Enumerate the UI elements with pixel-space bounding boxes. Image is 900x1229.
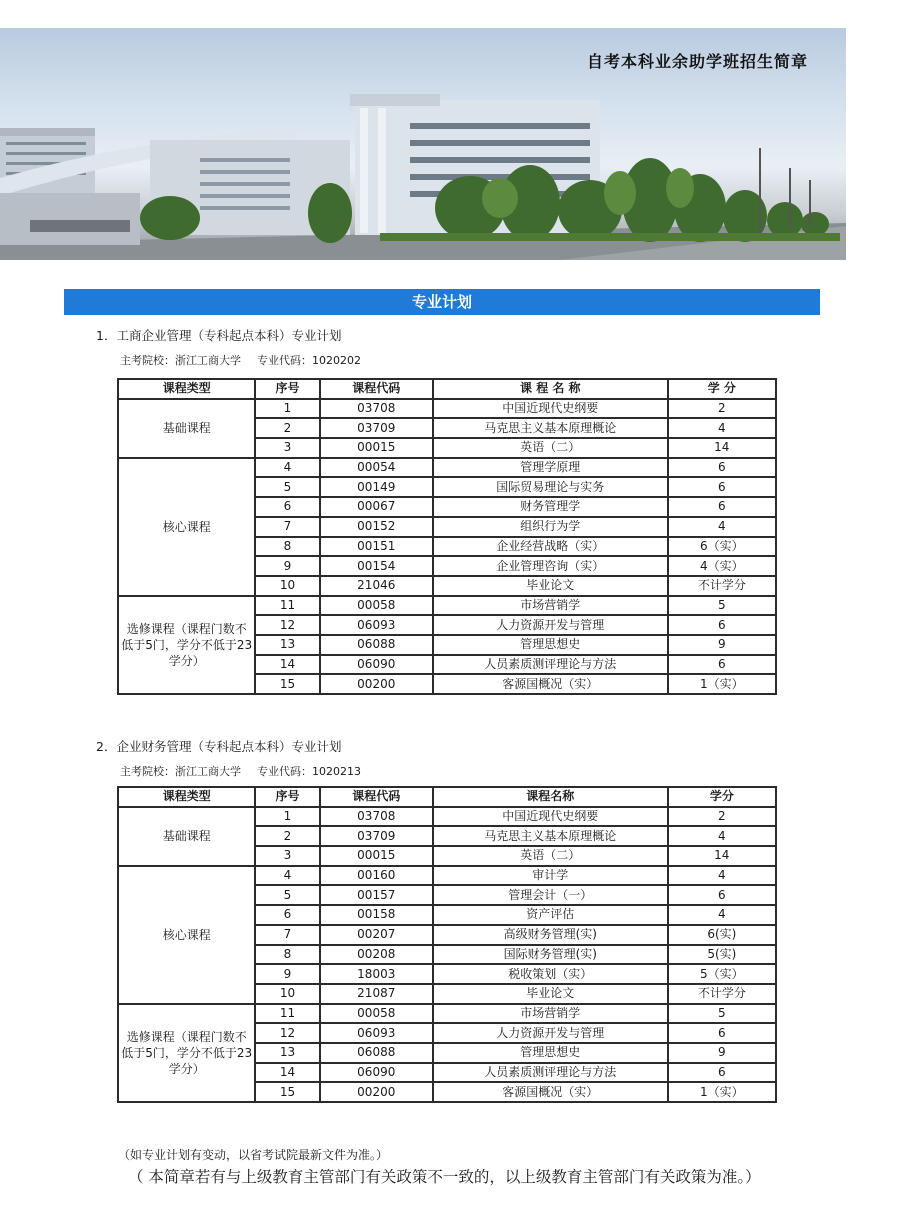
credit-cell: 6: [668, 477, 776, 497]
document-title: 自考本科业余助学班招生简章: [586, 52, 808, 71]
credit-cell: 1（实）: [668, 1082, 776, 1102]
credit-cell: 9: [668, 1043, 776, 1063]
row-number-cell: 4: [255, 866, 319, 886]
row-number-cell: 14: [255, 655, 319, 675]
course-name-cell: 马克思主义基本原理概论: [433, 418, 668, 438]
credit-cell: 6: [668, 655, 776, 675]
course-name-cell: 税收策划（实）: [433, 964, 668, 984]
credit-cell: 2: [668, 807, 776, 827]
row-number-cell: 10: [255, 576, 319, 596]
plan-meta: [120, 763, 361, 779]
column-header: 课程代码: [320, 379, 433, 399]
course-code-cell: 00158: [320, 905, 433, 925]
course-code-cell: 00200: [320, 1082, 433, 1102]
course-name-cell: 企业管理咨询（实）: [433, 556, 668, 576]
plan-school: 主考院校：浙江工商大学: [120, 765, 241, 778]
course-code-cell: 03708: [320, 399, 433, 419]
row-number-cell: 8: [255, 537, 319, 557]
course-code-cell: 03708: [320, 807, 433, 827]
course-code-cell: 18003: [320, 964, 433, 984]
row-number-cell: 7: [255, 517, 319, 537]
credit-cell: 14: [668, 846, 776, 866]
course-plan-table: [117, 786, 777, 1103]
course-name-cell: 毕业论文: [433, 576, 668, 596]
course-category-cell: 选修课程（课程门数不低于5门，学分不低于23学分）: [118, 1004, 255, 1102]
course-name-cell: 人力资源开发与管理: [433, 1023, 668, 1043]
course-code-cell: 00160: [320, 866, 433, 886]
credit-cell: 6(实): [668, 925, 776, 945]
course-name-cell: 高级财务管理(实): [433, 925, 668, 945]
row-number-cell: 6: [255, 905, 319, 925]
course-code-cell: 03709: [320, 826, 433, 846]
course-code-cell: 00015: [320, 438, 433, 458]
plan-heading: 2．企业财务管理（专科起点本科）专业计划: [96, 739, 342, 754]
row-number-cell: 13: [255, 635, 319, 655]
course-name-cell: 企业经营战略（实）: [433, 537, 668, 557]
credit-cell: 6: [668, 497, 776, 517]
course-name-cell: 组织行为学: [433, 517, 668, 537]
course-code-cell: 06088: [320, 635, 433, 655]
course-category-cell: 基础课程: [118, 807, 255, 866]
row-number-cell: 11: [255, 596, 319, 616]
row-number-cell: 15: [255, 1082, 319, 1102]
plan-heading: 1．工商企业管理（专科起点本科）专业计划: [96, 328, 342, 343]
course-code-cell: 06090: [320, 1063, 433, 1083]
course-name-cell: 国际贸易理论与实务: [433, 477, 668, 497]
credit-cell: 不计学分: [668, 984, 776, 1004]
column-header: 课程名称: [433, 787, 668, 807]
table-header-row: [118, 379, 776, 399]
course-code-cell: 00058: [320, 596, 433, 616]
course-code-cell: 00157: [320, 885, 433, 905]
credit-cell: 4: [668, 418, 776, 438]
row-number-cell: 15: [255, 674, 319, 694]
row-number-cell: 9: [255, 556, 319, 576]
row-number-cell: 9: [255, 964, 319, 984]
course-name-cell: 人员素质测评理论与方法: [433, 1063, 668, 1083]
course-code-cell: 06088: [320, 1043, 433, 1063]
course-name-cell: 人员素质测评理论与方法: [433, 655, 668, 675]
credit-cell: 5(实): [668, 945, 776, 965]
credit-cell: 4（实）: [668, 556, 776, 576]
course-code-cell: 00149: [320, 477, 433, 497]
column-header: 课 程 名 称: [433, 379, 668, 399]
course-category-cell: 基础课程: [118, 399, 255, 458]
table-row: [118, 596, 776, 616]
table-row: [118, 807, 776, 827]
course-code-cell: 00067: [320, 497, 433, 517]
course-name-cell: 中国近现代史纲要: [433, 399, 668, 419]
credit-cell: 5: [668, 1004, 776, 1024]
credit-cell: 6: [668, 1063, 776, 1083]
row-number-cell: 3: [255, 846, 319, 866]
credit-cell: 14: [668, 438, 776, 458]
course-name-cell: 英语（二）: [433, 438, 668, 458]
footer-policy: （ 本简章若有与上级教育主管部门有关政策不一致的，以上级教育主管部门有关政策为准。）: [128, 1168, 761, 1186]
course-name-cell: 人力资源开发与管理: [433, 615, 668, 635]
column-header: 课程代码: [320, 787, 433, 807]
row-number-cell: 6: [255, 497, 319, 517]
course-name-cell: 客源国概况（实）: [433, 674, 668, 694]
course-name-cell: 管理思想史: [433, 635, 668, 655]
table-row: [118, 458, 776, 478]
row-number-cell: 1: [255, 399, 319, 419]
credit-cell: 6: [668, 615, 776, 635]
section-title-bar: 专业计划: [64, 289, 820, 315]
course-name-cell: 毕业论文: [433, 984, 668, 1004]
row-number-cell: 12: [255, 1023, 319, 1043]
row-number-cell: 13: [255, 1043, 319, 1063]
table-row: [118, 866, 776, 886]
credit-cell: 5: [668, 596, 776, 616]
course-code-cell: 06093: [320, 615, 433, 635]
course-name-cell: 国际财务管理(实): [433, 945, 668, 965]
credit-cell: 不计学分: [668, 576, 776, 596]
course-name-cell: 马克思主义基本原理概论: [433, 826, 668, 846]
course-name-cell: 管理思想史: [433, 1043, 668, 1063]
credit-cell: 9: [668, 635, 776, 655]
course-name-cell: 资产评估: [433, 905, 668, 925]
row-number-cell: 1: [255, 807, 319, 827]
row-number-cell: 5: [255, 885, 319, 905]
course-code-cell: 00154: [320, 556, 433, 576]
course-name-cell: 中国近现代史纲要: [433, 807, 668, 827]
row-number-cell: 2: [255, 826, 319, 846]
course-code-cell: 06090: [320, 655, 433, 675]
credit-cell: 6（实）: [668, 537, 776, 557]
course-code-cell: 21046: [320, 576, 433, 596]
column-header: 课程类型: [118, 379, 255, 399]
column-header: 序号: [255, 787, 319, 807]
table-row: [118, 399, 776, 419]
row-number-cell: 10: [255, 984, 319, 1004]
course-code-cell: 00058: [320, 1004, 433, 1024]
column-header: 学分: [668, 787, 776, 807]
course-name-cell: 管理学原理: [433, 458, 668, 478]
plan-school: 主考院校：浙江工商大学: [120, 354, 241, 367]
credit-cell: 4: [668, 905, 776, 925]
course-code-cell: 00200: [320, 674, 433, 694]
course-code-cell: 00152: [320, 517, 433, 537]
row-number-cell: 4: [255, 458, 319, 478]
row-number-cell: 5: [255, 477, 319, 497]
credit-cell: 6: [668, 1023, 776, 1043]
row-number-cell: 12: [255, 615, 319, 635]
course-code-cell: 21087: [320, 984, 433, 1004]
course-code-cell: 00054: [320, 458, 433, 478]
column-header: 课程类型: [118, 787, 255, 807]
table-header-row: [118, 787, 776, 807]
course-name-cell: 市场营销学: [433, 1004, 668, 1024]
row-number-cell: 11: [255, 1004, 319, 1024]
course-name-cell: 客源国概况（实）: [433, 1082, 668, 1102]
course-code-cell: 00207: [320, 925, 433, 945]
credit-cell: 2: [668, 399, 776, 419]
row-number-cell: 3: [255, 438, 319, 458]
footer-note: （如专业计划有变动，以省考试院最新文件为准。）: [118, 1148, 389, 1162]
credit-cell: 4: [668, 866, 776, 886]
column-header: 学 分: [668, 379, 776, 399]
credit-cell: 6: [668, 458, 776, 478]
credit-cell: 4: [668, 517, 776, 537]
course-category-cell: 核心课程: [118, 458, 255, 596]
course-code-cell: 03709: [320, 418, 433, 438]
plan-meta: [120, 352, 361, 368]
plan-major-code: 专业代码：1020202: [257, 354, 361, 367]
course-code-cell: 00015: [320, 846, 433, 866]
course-name-cell: 管理会计（一）: [433, 885, 668, 905]
row-number-cell: 8: [255, 945, 319, 965]
course-plan-table: [117, 378, 777, 695]
row-number-cell: 2: [255, 418, 319, 438]
credit-cell: 1（实）: [668, 674, 776, 694]
credit-cell: 6: [668, 885, 776, 905]
course-category-cell: 选修课程（课程门数不低于5门，学分不低于23学分）: [118, 596, 255, 694]
column-header: 序号: [255, 379, 319, 399]
course-name-cell: 市场营销学: [433, 596, 668, 616]
course-name-cell: 英语（二）: [433, 846, 668, 866]
course-name-cell: 审计学: [433, 866, 668, 886]
row-number-cell: 7: [255, 925, 319, 945]
table-row: [118, 1004, 776, 1024]
plan-major-code: 专业代码：1020213: [257, 765, 361, 778]
course-code-cell: 00151: [320, 537, 433, 557]
credit-cell: 4: [668, 826, 776, 846]
course-code-cell: 00208: [320, 945, 433, 965]
course-category-cell: 核心课程: [118, 866, 255, 1004]
course-code-cell: 06093: [320, 1023, 433, 1043]
row-number-cell: 14: [255, 1063, 319, 1083]
credit-cell: 5（实）: [668, 964, 776, 984]
course-name-cell: 财务管理学: [433, 497, 668, 517]
